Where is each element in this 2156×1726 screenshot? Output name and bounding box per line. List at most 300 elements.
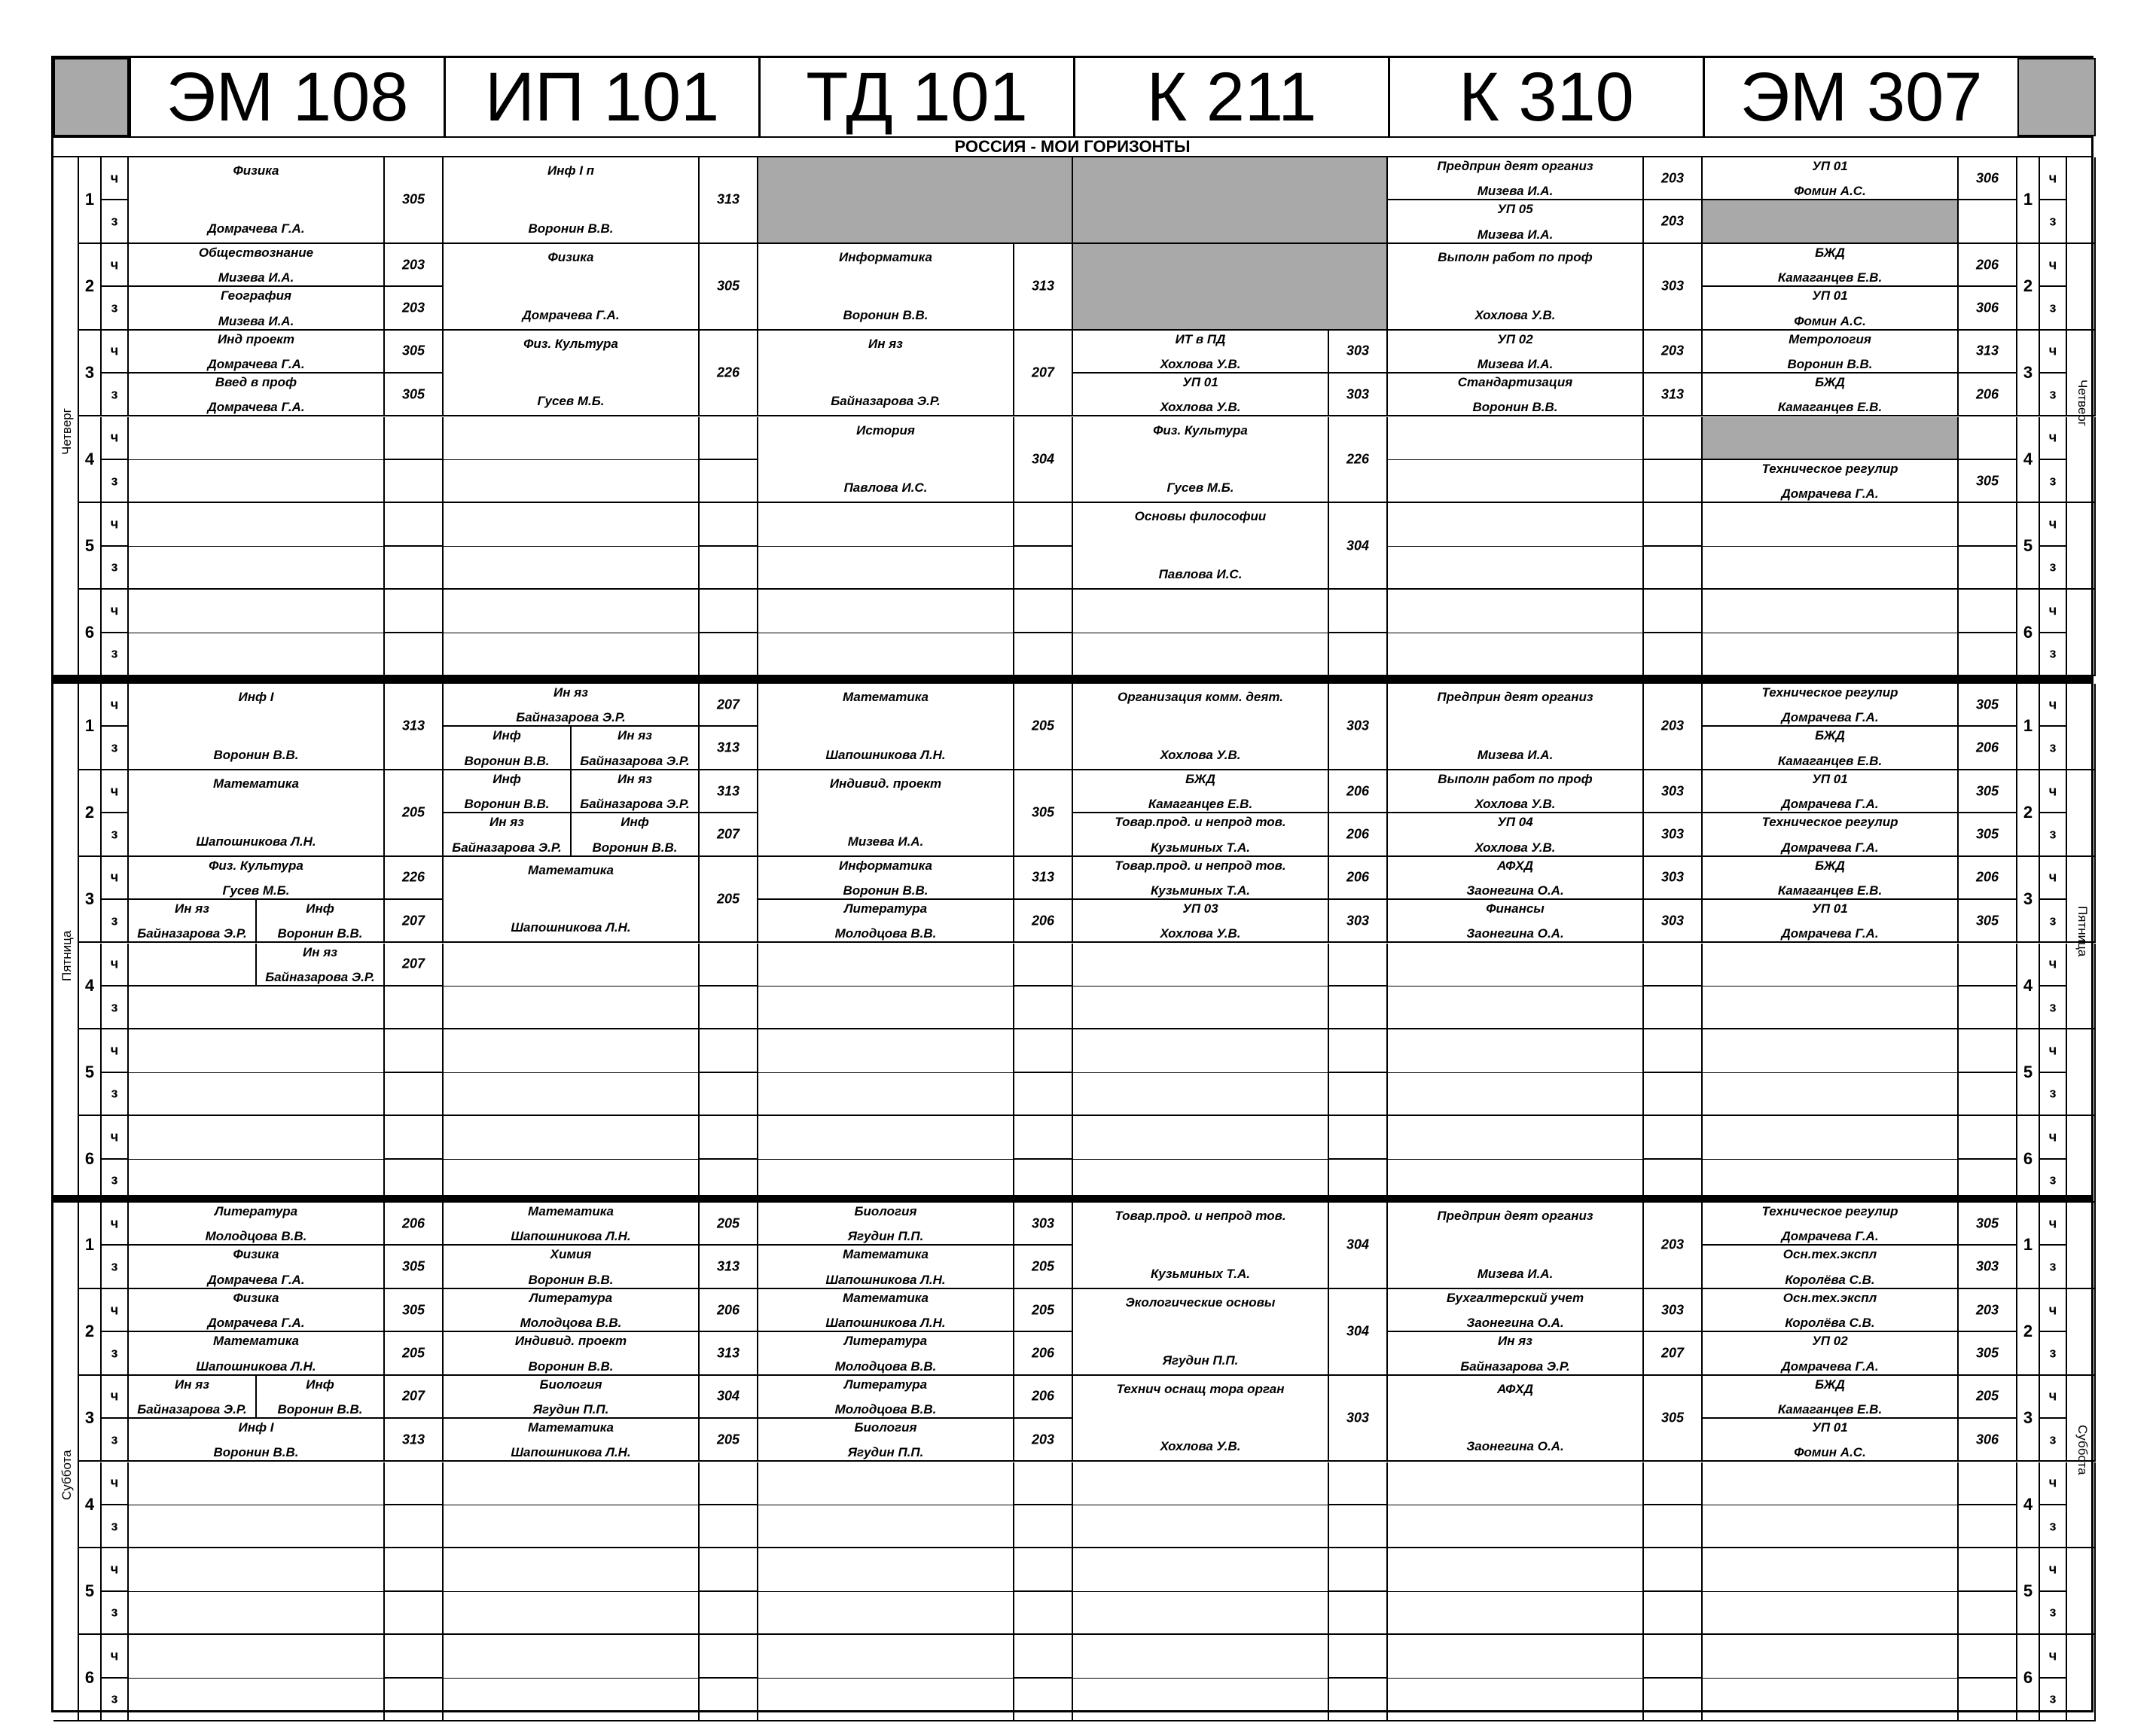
empty-slot [1073,1635,1329,1678]
pair-number-cell [79,857,102,944]
lesson-room [700,770,758,813]
week-mark: ч [110,429,119,445]
empty-room [385,503,444,546]
lesson-subject: Предприн деят организ [1437,159,1593,173]
pair-number: 3 [2023,363,2033,383]
empty-slot [444,417,700,460]
lesson-subject: Осн.тех.экспл [1782,1290,1877,1305]
lesson-teacher: Ягудин П.П. [847,1229,924,1244]
empty-room [1014,503,1073,546]
grey-block [1703,417,1959,460]
lesson-room [700,331,758,417]
lesson-subject: Инф I [238,1420,274,1435]
empty-room [1644,1505,1703,1548]
empty-slot [1703,547,1959,590]
lesson-teacher: Байназарова Э.Р. [516,710,626,725]
lesson-room [700,727,758,770]
lesson-room [1329,857,1388,900]
lesson-room [1959,331,2017,374]
empty-room [700,1592,758,1635]
week-mark: ч [2048,1215,2057,1231]
lesson-teacher: Камаганцев Е.В. [1777,883,1883,898]
empty-room [385,460,444,503]
lesson-teacher: Воронин В.В. [528,1359,614,1374]
lesson-subject: Литература [843,1377,928,1392]
empty-room [1644,1548,1703,1591]
lesson-teacher: Домрачева Г.А. [522,307,620,322]
pair-number-cell-right [2017,1116,2040,1203]
empty-slot [1073,633,1329,676]
lesson-cell [129,684,385,770]
empty-room [700,987,758,1029]
empty-slot [129,1029,385,1072]
lesson-subject: Метрология [1789,331,1871,346]
lesson-subject: АФХД [1496,1381,1534,1396]
empty-slot [1388,1029,1644,1072]
lesson-subject: УП 02 [1812,1334,1848,1349]
empty-slot [1388,1073,1644,1116]
week-mark-cell [102,813,129,856]
week-mark-cell-right [2040,1289,2067,1332]
empty-slot [1388,1116,1644,1159]
lesson-cell [129,1419,385,1462]
empty-room [1644,1462,1703,1505]
empty-room [1959,417,2017,460]
empty-slot [1388,1592,1644,1635]
pair-number-cell [79,417,102,504]
empty-slot [444,1029,700,1072]
room-number: 303 [1660,869,1685,885]
day-name-right: Пятница [2075,905,2090,956]
empty-room [1644,633,1703,676]
pair-number: 2 [84,803,95,822]
lesson-cell [1703,813,1959,856]
lesson-subject: Инф [621,815,649,830]
lesson-subject: Ин яз [489,815,524,830]
empty-room [1329,1462,1388,1505]
lesson-room [385,157,444,244]
pair-number-cell [79,331,102,417]
header-grey-right [2017,58,2096,136]
pair-number-cell-right [2017,1462,2040,1549]
lesson-room [1644,857,1703,900]
week-mark-cell-right [2040,1073,2067,1116]
empty-slot [444,1548,700,1591]
empty-slot [1388,1548,1644,1591]
week-mark: з [111,1518,118,1534]
pair-number: 6 [2023,1148,2033,1168]
pair-number: 3 [2023,889,2033,909]
lesson-subject: Информатика [839,249,932,264]
lesson-teacher: Домрачева Г.А. [1781,486,1879,502]
lesson-room [385,857,444,900]
lesson-subject: Химия [550,1247,592,1262]
lesson-subject: Физика [233,163,279,178]
empty-room [1644,503,1703,546]
lesson-room [1644,374,1703,416]
empty-slot [758,1592,1014,1635]
room-number: 305 [1660,1410,1685,1426]
week-mark-cell [102,1505,129,1548]
pair-number: 3 [84,1408,95,1428]
lesson-cell [1388,1289,1644,1332]
pair-number-cell [79,1376,102,1462]
lesson-subject: Физ. Культура [209,858,303,873]
empty-slot [129,1548,385,1591]
lesson-teacher: Домрачева Г.А. [207,357,305,372]
week-mark-cell-right [2040,460,2067,503]
lesson-room [1644,200,1703,243]
pair-number-cell [79,157,102,244]
empty-slot [444,547,700,590]
lesson-subject: Физика [233,1247,279,1262]
lesson-room [1959,727,2017,770]
lesson-teacher: Заонегина О.А. [1466,1439,1564,1454]
week-mark-cell-right [2040,770,2067,813]
day-name-left: Четверг [59,407,74,455]
lesson-cell [1703,1246,1959,1288]
lesson-teacher: Шапошникова Л.Н. [196,1359,316,1374]
empty-slot [758,547,1014,590]
room-number: 305 [401,386,425,402]
lesson-subject: Биология [854,1420,917,1435]
empty-slot [1703,1679,1959,1721]
empty-room [385,1505,444,1548]
lesson-cell [444,770,572,813]
lesson-cell [758,770,1014,857]
lesson-room [385,770,444,857]
empty-slot [1388,1679,1644,1721]
pair-number: 5 [84,1062,95,1081]
day-name-column-right [2067,1029,2096,1116]
week-mark: ч [110,1561,119,1577]
lesson-cell [444,684,700,727]
empty-slot [758,1635,1014,1678]
room-number: 203 [1031,1432,1055,1447]
lesson-room [700,1203,758,1246]
lesson-cell [129,374,385,416]
empty-slot [444,987,700,1029]
empty-slot [1388,417,1644,460]
room-number: 205 [716,891,740,907]
week-mark: з [2049,645,2057,661]
lesson-subject: Литература [214,1204,298,1218]
empty-room [700,1116,758,1159]
empty-room [700,944,758,987]
lesson-cell [444,1332,700,1375]
pair-number-cell-right [2017,684,2040,770]
lesson-cell [1703,770,1959,813]
week-mark: ч [2048,1474,2057,1490]
week-mark-cell [102,987,129,1029]
week-mark-cell [102,1419,129,1462]
empty-slot [1388,1462,1644,1505]
lesson-teacher: Байназарова Э.Р. [137,926,247,941]
week-mark: з [2049,1172,2057,1188]
week-mark: ч [110,516,119,532]
day-name-column-right [2067,417,2096,504]
lesson-cell [758,244,1014,331]
empty-slot [1073,987,1329,1029]
pair-number-cell-right [2017,944,2040,1030]
lesson-cell [444,1419,700,1462]
pair-number: 4 [2023,975,2033,995]
pair-number: 5 [84,1581,95,1600]
week-mark: ч [2048,1302,2057,1318]
empty-room [1959,590,2017,633]
pair-number-cell-right [2017,857,2040,944]
pair-number: 4 [2023,1494,2033,1514]
lesson-cell-split [257,944,385,987]
room-number: 303 [1660,1302,1685,1318]
empty-room [700,1462,758,1505]
room-number: 206 [1031,1345,1055,1361]
room-number: 304 [1346,538,1370,553]
empty-slot [1703,503,1959,546]
empty-slot [1703,987,1959,1029]
lesson-subject: БЖД [1185,771,1215,786]
lesson-subject: УП 01 [1812,901,1848,916]
lesson-subject: Инф I [238,690,274,704]
empty-slot [1388,1635,1644,1678]
room-number: 207 [1660,1345,1685,1361]
empty-room [1959,1635,2017,1678]
room-number: 305 [401,343,425,358]
lesson-teacher: Мизева И.А. [1477,227,1554,242]
pair-number-cell-right [2017,1635,2040,1721]
empty-slot [758,1029,1014,1072]
empty-slot [444,1073,700,1116]
pair-number-cell-right [2017,770,2040,857]
pair-number: 1 [2023,1235,2033,1255]
lesson-teacher: Камаганцев Е.В. [1777,270,1883,285]
grey-block [1703,200,1959,243]
day-name-left: Суббота [59,1449,74,1500]
week-mark: з [111,559,118,575]
empty-room [1644,1592,1703,1635]
lesson-subject: БЖД [1815,245,1845,260]
lesson-subject: Ин яз [868,336,903,351]
lesson-subject: Товар.прод. и непрод тов. [1115,1209,1286,1223]
lesson-teacher: Ягудин П.П. [847,1445,924,1460]
room-number: 305 [1975,826,1999,842]
empty-slot [1073,1592,1329,1635]
lesson-subject: Финансы [1486,901,1545,916]
lesson-room [385,944,444,987]
lesson-room [700,1419,758,1462]
empty-room [1959,1592,2017,1635]
week-mark: з [111,999,118,1015]
pair-number-cell-right [2017,1029,2040,1116]
lesson-cell [129,1289,385,1332]
pair-number-cell [79,770,102,857]
week-mark: ч [2048,1042,2057,1058]
lesson-subject: УП 01 [1812,1420,1848,1435]
lesson-subject: Выполн работ по проф [1438,771,1593,786]
lesson-teacher: Хохлова У.В. [1160,926,1241,941]
pair-number: 1 [2023,716,2033,736]
empty-slot [758,1548,1014,1591]
empty-room [1959,1029,2017,1072]
lesson-cell [129,900,257,943]
room-number: 205 [401,804,425,820]
empty-slot [1703,1505,1959,1548]
empty-room [1014,987,1073,1029]
week-mark: з [2049,1691,2057,1706]
week-mark-cell [102,900,129,943]
empty-room [385,417,444,460]
lesson-teacher: Кузьминых Т.А. [1150,840,1251,855]
day-name-column [53,1203,79,1721]
lesson-teacher: Байназарова Э.Р. [1460,1359,1570,1374]
lesson-cell [1388,770,1644,813]
pair-number-cell-right [2017,1548,2040,1635]
lesson-teacher: Хохлова У.В. [1474,307,1556,322]
empty-room [385,633,444,676]
lesson-cell [758,684,1014,770]
lesson-room [385,1246,444,1288]
week-mark: з [2049,1258,2057,1274]
week-mark: з [2049,213,2057,229]
empty-room [385,590,444,633]
empty-slot [1388,944,1644,987]
room-number: 305 [401,1302,425,1318]
lesson-teacher: Воронин В.В. [277,1402,363,1417]
lesson-teacher: Камаганцев Е.В. [1777,753,1883,768]
lesson-room [700,157,758,244]
empty-slot [1703,1635,1959,1678]
room-number: 207 [401,913,425,929]
lesson-subject: Математика [528,1420,614,1435]
lesson-room [1959,900,2017,943]
lesson-teacher: Молодцова В.В. [834,926,937,941]
week-mark-cell [102,1462,129,1505]
empty-room [1014,633,1073,676]
lesson-room [1329,417,1388,504]
lesson-room [700,1332,758,1375]
week-mark-cell [102,547,129,590]
room-number: 305 [1975,913,1999,929]
grey-block [758,157,1073,244]
week-mark-cell [102,1073,129,1116]
empty-slot [129,633,385,676]
lesson-room [1014,1289,1073,1332]
lesson-room [385,374,444,416]
lesson-subject: УП 01 [1812,288,1848,303]
week-mark: з [2049,1604,2057,1620]
pair-number-cell-right [2017,331,2040,417]
lesson-subject: Физ. Культура [523,336,618,351]
week-mark: з [2049,473,2057,489]
lesson-cell [758,1376,1014,1419]
lesson-subject: Введ в проф [215,375,297,390]
empty-room [700,1029,758,1072]
day-name-column-right [2067,857,2096,944]
lesson-subject: Технич оснащ тора орган [1116,1381,1285,1396]
lesson-subject: Основы философии [1134,509,1267,524]
lesson-teacher: Домрачева Г.А. [1781,797,1879,812]
week-mark-cell [102,1289,129,1332]
week-mark-cell-right [2040,244,2067,287]
room-number: 206 [1975,739,1999,755]
room-number: 313 [716,191,740,207]
week-mark-cell [102,460,129,503]
empty-slot [444,633,700,676]
empty-slot [129,1635,385,1678]
lesson-room [1014,1419,1073,1462]
week-mark-cell-right [2040,1679,2067,1721]
lesson-cell [444,244,700,331]
lesson-room [1014,1376,1073,1419]
lesson-cell [1388,200,1644,243]
lesson-room [1959,460,2017,503]
empty-room [1014,1505,1073,1548]
room-number: 305 [716,278,740,294]
lesson-subject: Инф I п [547,163,595,178]
week-mark: з [2049,826,2057,842]
empty-room [1644,460,1703,503]
room-number: 305 [1975,1345,1999,1361]
lesson-cell [444,857,700,944]
room-number: 304 [1346,1237,1370,1252]
lesson-room [1329,1289,1388,1376]
empty-slot [129,1116,385,1159]
group-header-cell: ЭМ 307 [1703,58,2017,136]
lesson-teacher: Мизева И.А. [1477,357,1554,372]
empty-slot [1388,460,1644,503]
pair-number: 2 [84,276,95,296]
room-number: 313 [401,718,425,733]
lesson-subject: БЖД [1815,728,1845,743]
week-mark-cell-right [2040,1462,2067,1505]
lesson-room [1329,813,1388,856]
lesson-cell [1073,503,1329,590]
lesson-room [1329,331,1388,374]
lesson-cell [758,417,1014,504]
week-mark-cell-right [2040,813,2067,856]
lesson-cell [1073,684,1329,770]
pair-number: 1 [2023,190,2033,209]
week-mark: ч [2048,1561,2057,1577]
pair-number: 5 [2023,1062,2033,1081]
week-mark-cell [102,857,129,900]
pair-number-cell [79,1203,102,1289]
lesson-subject: Физ. Культура [1153,422,1248,438]
room-number: 207 [401,1388,425,1404]
room-number: 303 [1346,343,1370,358]
lesson-teacher: Камаганцев Е.В. [1777,400,1883,415]
lesson-room [1959,684,2017,727]
room-number: 207 [1031,364,1055,380]
lesson-subject: Предприн деят организ [1437,1209,1593,1223]
lesson-teacher: Кузьминых Т.А. [1150,1266,1251,1281]
week-mark: ч [2048,602,2057,618]
day-name-column-right [2067,244,2096,331]
week-mark: ч [2048,956,2057,971]
lesson-cell [1073,417,1329,504]
room-number: 205 [716,1215,740,1231]
lesson-teacher: Домрачева Г.А. [1781,1359,1879,1374]
lesson-teacher: Домрачева Г.А. [207,1272,305,1287]
lesson-room [1014,900,1073,943]
lesson-cell-split [257,900,385,943]
week-mark: ч [110,956,119,971]
week-mark: ч [2048,170,2057,186]
pair-number-cell [79,503,102,590]
week-mark: з [111,913,118,929]
day-block [53,1195,2091,1714]
lesson-cell [1388,813,1644,856]
